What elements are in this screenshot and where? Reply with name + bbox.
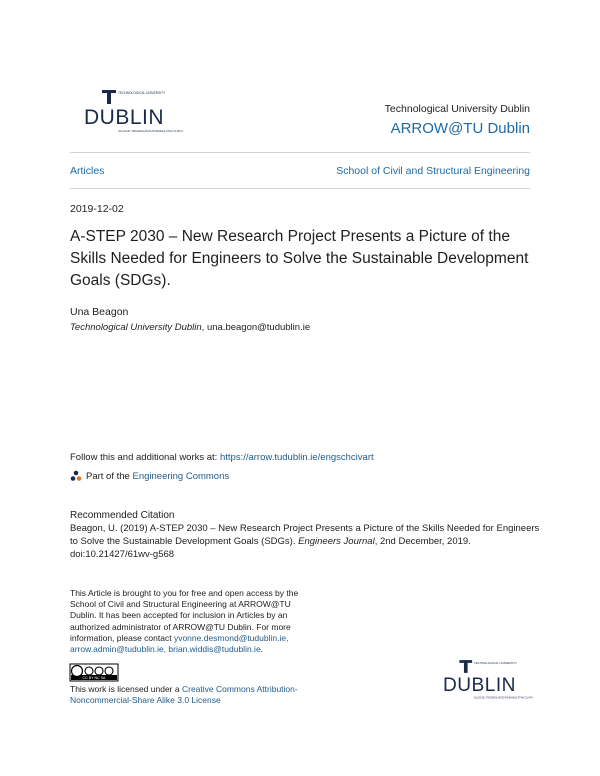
follow-url-link[interactable]: https://arrow.tudublin.ie/engschcivart xyxy=(219,452,374,463)
logo-bottom-t-stem xyxy=(464,660,468,673)
follow-line xyxy=(70,452,374,463)
logo-t-stem xyxy=(107,90,111,104)
logo-bottom-main-text: DUBLIN xyxy=(443,675,516,697)
access-text: This Article is brought to you for free and open access by the School of Civil and Structural Engineering at ARROW@TU Dublin. It has been accepted for inclusion in Articles by an authorized administrator of ARROW@TU Dublin. For more information, please contact xyxy=(70,588,299,643)
license-statement xyxy=(70,684,330,706)
part-of-line xyxy=(70,470,229,482)
citation-end: , 2nd December, 2019. doi:10.21427/61wv-g568 xyxy=(70,536,471,560)
citation-main: Beagon, U. (2019) A-STEP 2030 – New Research Project Presents a Picture of the Skills Needed for Engineers to Solve the Sustainable Development Goals (SDGs). xyxy=(70,523,540,547)
logo-bottom-small-top: TECHNOLOGICAL UNIVERSITY xyxy=(473,660,517,665)
logo-small-bottom: OLLSCOIL TEICNEOLAÍOCHTA BHAILE ÁTHA CLIATH xyxy=(118,130,183,133)
license-link[interactable]: Creative Commons Attribution-Noncommercial-Share Alike 3.0 License xyxy=(70,684,298,706)
institution-name: Technological University Dublin xyxy=(384,103,530,115)
affiliation-name: Technological University Dublin xyxy=(70,322,202,333)
license-prefix: This work is licensed under a xyxy=(70,684,182,694)
citation-journal: Engineers Journal xyxy=(298,536,375,547)
divider-bottom xyxy=(70,188,530,189)
follow-prefix: Follow this and additional works at: xyxy=(70,452,220,463)
collection-articles-link[interactable]: Articles xyxy=(70,165,105,177)
logo-bottom-small-bottom: OLLSCOIL TEICNEOLAÍOCHTA BHAILE ÁTHA CLIATH xyxy=(473,696,533,700)
tu-dublin-logo-bottom xyxy=(443,660,533,704)
logo-small-top: TECHNOLOGICAL UNIVERSITY xyxy=(118,91,166,95)
logo-main-text: DUBLIN xyxy=(84,106,165,129)
tu-dublin-logo[interactable] xyxy=(84,90,183,138)
network-icon xyxy=(70,470,82,482)
divider-top xyxy=(70,152,530,153)
cc-badge-text: CC BY NC SA xyxy=(82,676,106,681)
repository-link[interactable]: ARROW@TU Dublin xyxy=(390,120,530,137)
cc-license-badge-icon[interactable] xyxy=(70,664,118,681)
contact-emails-link[interactable]: yvonne.desmond@tudublin.ie, arrow.admin@tudublin.ie, brian.widdis@tudublin.ie xyxy=(70,632,289,655)
citation-text xyxy=(70,522,540,561)
article-title: A-STEP 2030 – New Research Project Presents a Picture of the Skills Needed for Engineers to Solve the Sustainable Development Goals (SDGs). xyxy=(70,228,529,289)
school-link[interactable]: School of Civil and Structural Engineering xyxy=(336,165,530,177)
author-affiliation: Technological University Dublin, una.beagon@tudublin.ie xyxy=(70,322,311,333)
engineering-commons-link[interactable]: Engineering Commons xyxy=(132,470,230,482)
recommended-citation-label: Recommended Citation xyxy=(70,510,175,521)
open-access-statement xyxy=(70,588,302,655)
author-name: Una Beagon xyxy=(70,306,129,318)
access-end: . xyxy=(260,644,264,655)
publication-date: 2019-12-02 xyxy=(70,203,124,215)
author-email: una.beagon@tudublin.ie xyxy=(206,322,311,333)
partof-prefix: Part of the xyxy=(86,470,133,482)
